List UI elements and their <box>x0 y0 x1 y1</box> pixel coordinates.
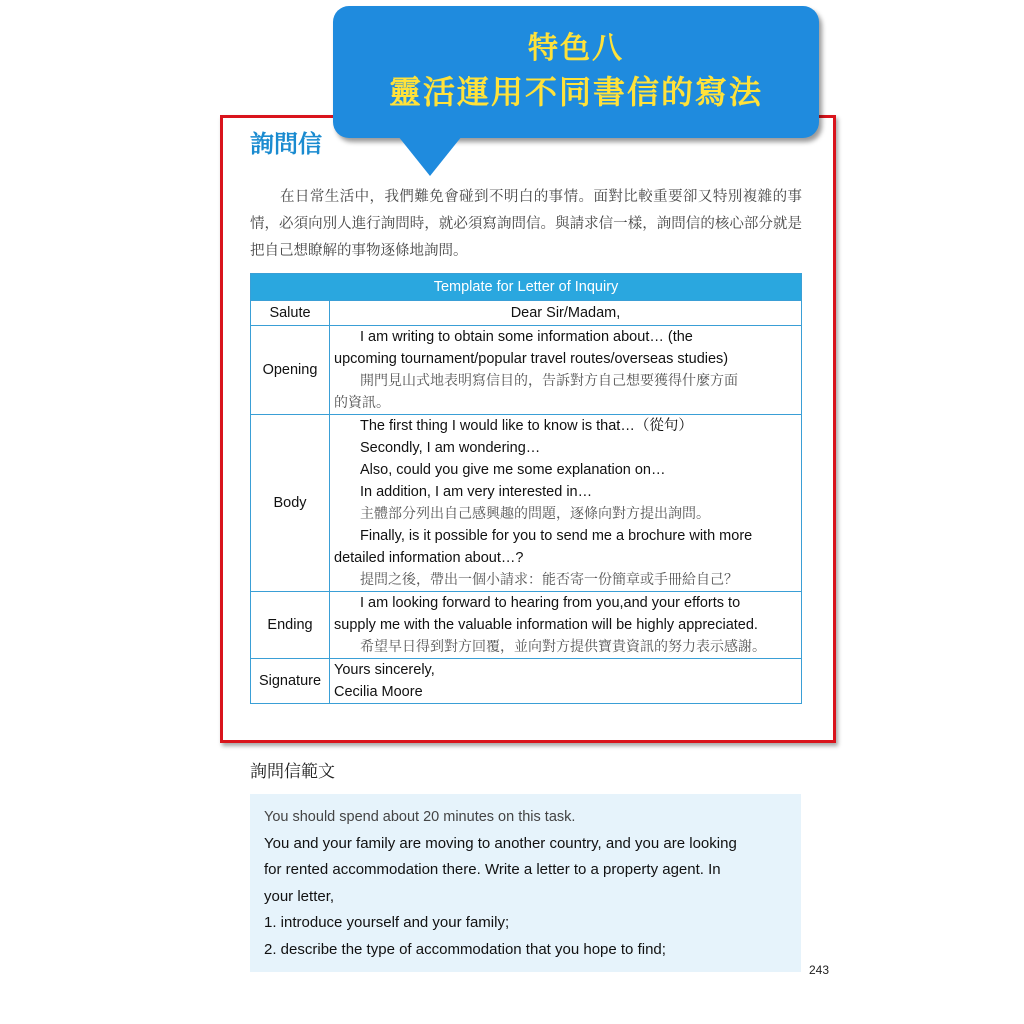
opening-zh-2: 的資訊。 <box>334 395 390 411</box>
table-row <box>251 659 802 704</box>
ending-en-2: supply me with the valuable information will be highly appreciated. <box>334 617 758 633</box>
opening-en-2: upcoming tournament/popular travel routes/overseas studies) <box>334 351 729 367</box>
intro-paragraph: 在日常生活中，我們難免會碰到不明白的事情。面對比較重要卻又特別複雜的事情，必須向別人進行詢問時，就必須寫詢問信。與請求信一樣，詢問信的核心部分就是把自己想瞭解的事物逐條地詢問。 <box>250 189 802 259</box>
callout-subtitle: 靈活運用不同書信的寫法 <box>388 73 763 111</box>
letter-template-table <box>250 273 802 704</box>
salute-text: Dear Sir/Madam, <box>330 301 802 326</box>
template-heading: Template for Letter of Inquiry <box>251 274 802 301</box>
example-title: 詢問信範文 <box>250 762 335 782</box>
signature-line-1: Yours sincerely, <box>334 662 435 678</box>
task-item-2: 2. describe the type of accommodation that you hope to find; <box>264 940 666 958</box>
table-row <box>251 301 802 326</box>
task-line-2: for rented accommodation there. Write a letter to a property agent. In <box>264 861 721 878</box>
task-line-1: You and your family are moving to another country, and you are looking <box>264 834 737 852</box>
row-label-body: Body <box>251 415 330 592</box>
opening-zh-1: 開門見山式地表明寫信目的，告訴對方自己想要獲得什麼方面 <box>360 373 738 389</box>
ending-content <box>330 592 802 659</box>
callout-pointer <box>398 136 462 176</box>
body-line-3: Also, could you give me some explanation on… <box>360 462 666 478</box>
row-label-ending: Ending <box>251 592 330 659</box>
ending-zh-1: 希望早日得到對方回覆，並向對方提供寶貴資訊的努力表示感謝。 <box>360 639 766 655</box>
body-line-5: Finally, is it possible for you to send me a brochure with more <box>360 528 753 544</box>
row-label-opening: Opening <box>251 326 330 415</box>
table-row <box>251 592 802 659</box>
opening-en-1: I am writing to obtain some information about… (the <box>360 329 693 345</box>
table-row <box>251 326 802 415</box>
body-line-2: Secondly, I am wondering… <box>360 440 541 456</box>
body-line-1: The first thing I would like to know is that…（從句） <box>360 418 693 434</box>
opening-content <box>330 326 802 415</box>
body-zh-1: 主體部分列出自己感興趣的問題，逐條向對方提出詢問。 <box>360 506 710 522</box>
body-line-4: In addition, I am very interested in… <box>360 484 593 500</box>
task-line-3: your letter, <box>264 887 335 905</box>
section-title: 詢問信 <box>250 130 322 158</box>
page-number: 243 <box>809 963 830 977</box>
signature-line-2: Cecilia Moore <box>334 684 423 700</box>
task-item-1: 1. introduce yourself and your family; <box>264 914 510 931</box>
body-content <box>330 415 802 592</box>
ending-en-1: I am looking forward to hearing from you,and your efforts to <box>360 595 741 611</box>
signature-content <box>330 659 802 704</box>
table-row <box>251 415 802 592</box>
body-line-6: detailed information about…? <box>334 550 524 566</box>
row-label-signature: Signature <box>251 659 330 704</box>
row-label-salute: Salute <box>251 301 330 326</box>
task-box <box>250 794 801 972</box>
feature-callout <box>333 6 819 138</box>
callout-title: 特色八 <box>528 31 624 66</box>
body-zh-2: 提問之後，帶出一個小請求：能否寄一份簡章或手冊給自己？ <box>360 572 738 588</box>
task-note: You should spend about 20 minutes on this task. <box>264 809 576 825</box>
